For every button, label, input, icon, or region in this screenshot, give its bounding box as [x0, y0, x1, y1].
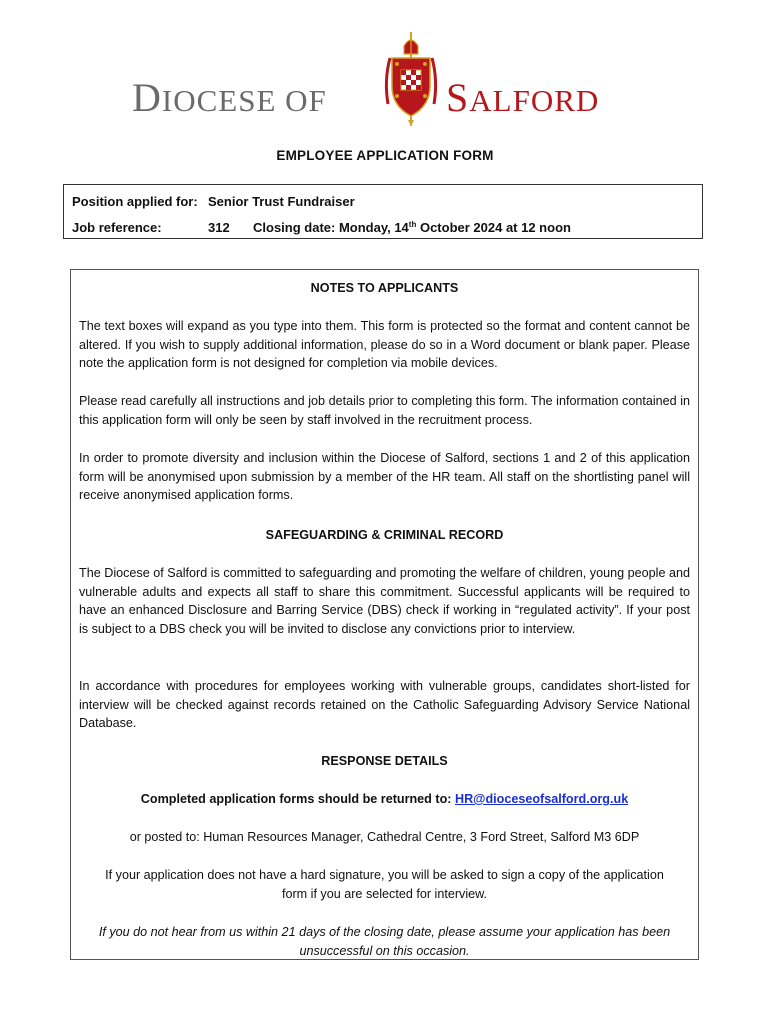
- response-heading: RESPONSE DETAILS: [321, 754, 448, 768]
- hr-email-link[interactable]: HR@dioceseofsalford.org.uk: [454, 792, 629, 806]
- safeguarding-heading: SAFEGUARDING & CRIMINAL RECORD: [265, 528, 504, 542]
- position-value: Senior Trust Fundraiser: [208, 194, 355, 209]
- page-header: [0, 30, 770, 130]
- notes-heading: NOTES TO APPLICANTS: [310, 281, 459, 295]
- safeguarding-paragraph-1: The Diocese of Salford is committed to safeguarding and promoting the welfare of children, young people and vulnerable adults and expects all staff to share this commitment. Successful applicants will be required to have an enhanced Disclosure and Barring Service (DBS) check if working in “regulated activity”. If your post is subject to a DBS check you will be invited to disclose any convictions prior to interview.: [79, 566, 690, 636]
- position-row: [72, 194, 355, 209]
- diocese-crest-icon: [380, 30, 442, 130]
- reference-row: [72, 220, 571, 235]
- unsuccessful-note: If you do not hear from us within 21 days of the closing date, please assume your application has been unsuccessful on this occasion.: [98, 925, 671, 958]
- notes-paragraph-3: In order to promote diversity and inclusion within the Diocese of Salford, sections 1 and 2 of this application form will be anonymised upon submission by a member of the HR team. All staff on the shortlisting panel will receive anonymised application forms.: [79, 451, 690, 502]
- logo-diocese-of: DIOCESE OF: [132, 75, 327, 120]
- notes-box: [70, 269, 699, 960]
- notes-paragraph-1: The text boxes will expand as you type into them. This form is protected so the format and content cannot be altered. If you wish to supply additional information, please do so in a Word document or blank paper. Please note the application form is not designed for completion via mobile devices.: [79, 319, 690, 370]
- postal-address: or posted to: Human Resources Manager, Cathedral Centre, 3 Ford Street, Salford M3 6DP: [129, 830, 640, 844]
- safeguarding-paragraph-2: In accordance with procedures for employees working with vulnerable groups, candidates short-listed for interview will be checked against records retained on the Catholic Safeguarding Advisory Service National Database.: [79, 679, 690, 730]
- notes-paragraph-2: Please read carefully all instructions and job details prior to completing this form. The information contained in this application form will only be seen by staff involved in the recruitment process.: [79, 394, 690, 427]
- reference-label: Job reference:: [72, 220, 162, 235]
- job-details-box: [63, 184, 703, 239]
- signature-note: If your application does not have a hard signature, you will be asked to sign a copy of the application form if you are selected for interview.: [105, 868, 664, 901]
- return-instructions: Completed application forms should be returned to: HR@dioceseofsalford.org.uk: [140, 792, 629, 806]
- position-label: Position applied for:: [72, 194, 198, 209]
- logo-salford: SALFORD: [446, 75, 600, 120]
- closing-date: Closing date: Monday, 14th October 2024 at 12 noon: [253, 220, 571, 235]
- reference-value: 312: [208, 220, 230, 235]
- form-title: EMPLOYEE APPLICATION FORM: [276, 148, 494, 163]
